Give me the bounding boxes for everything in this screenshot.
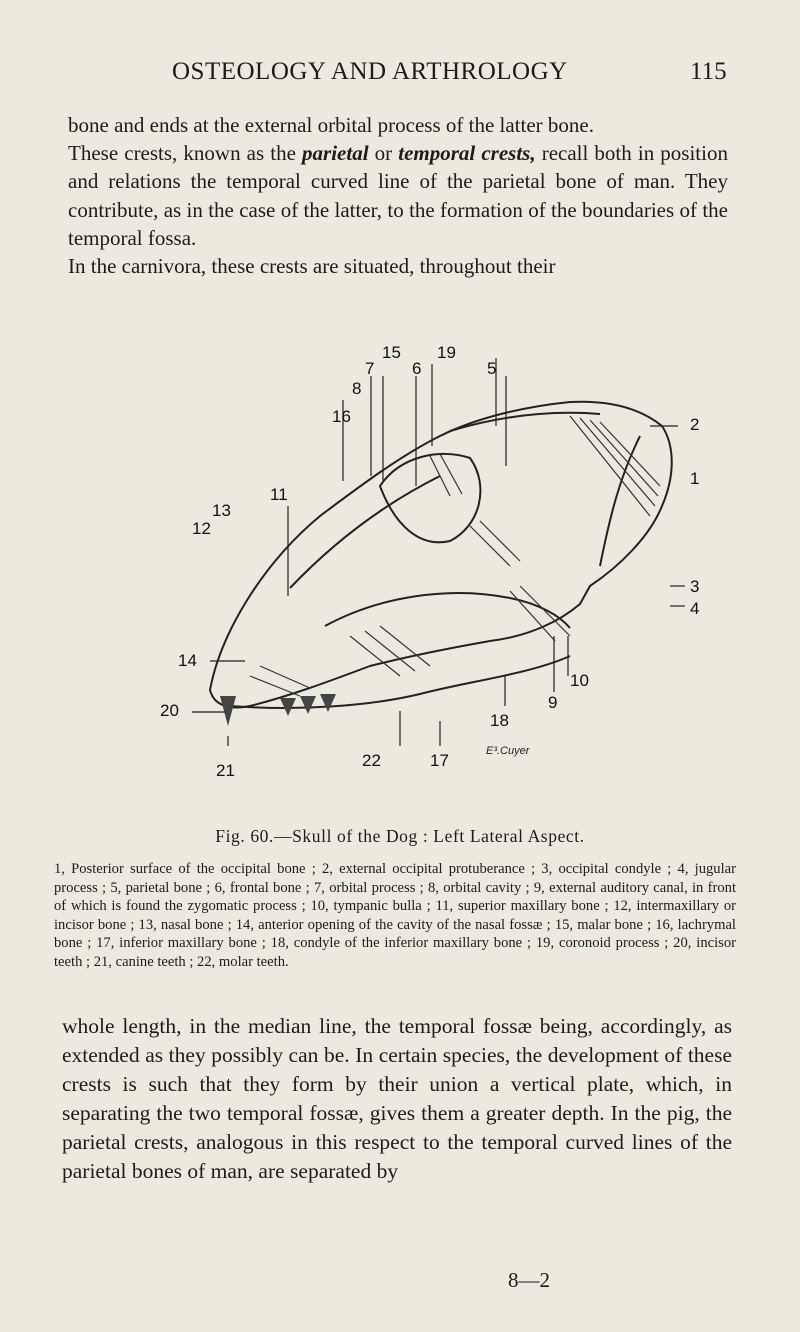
figure-caption: Fig. 60.—Skull of the Dog : Left Lateral Aspect. [215,826,585,846]
paragraph-carnivora: In the carnivora, these crests are situated, throughout their [68,254,556,279]
fig-label-3: 3 [690,577,700,596]
fig-label-16: 16 [332,407,351,426]
paragraph-line: bone and ends at the external orbital process of the latter bone. [68,113,594,137]
printer-signature: 8—2 [508,1268,550,1292]
canine-tooth [220,696,236,726]
fig-label-19: 19 [437,343,456,362]
engraver-signature: E³.Cuyer [486,745,530,757]
paragraph-bottom-text: whole length, in the median line, the temporal fossæ being, accordingly, as extended as they possibly can be. In certain species, the development of these crests is such that they form by their union a vertical plate, which, in separating the two temporal fossæ, gives them a greater depth. In the pig, the parietal crests, analogous in this respect to the temporal curved lines of the parietal bones of man, are separated by [62,1014,732,1183]
page-number: 115 [690,58,727,85]
fig-label-5: 5 [487,359,497,378]
fig-label-18: 18 [490,711,509,730]
fig-label-13: 13 [212,501,231,520]
nasal-line [290,476,440,588]
fig-label-9: 9 [548,693,558,712]
skull-figure [150,336,710,816]
fig-label-22: 22 [362,751,381,770]
fig-label-21: 21 [216,761,235,780]
term-parietal: parietal [302,141,369,166]
fig-label-4: 4 [690,599,700,618]
fig-label-6: 6 [412,359,422,378]
fig-label-11: 11 [270,485,288,504]
molar-tooth [320,694,336,712]
orbit-outline [380,454,480,542]
paragraph-top [68,111,728,280]
molar-tooth [300,696,316,714]
text-run: These crests, known as the [68,141,303,166]
fig-label-20: 20 [160,701,179,720]
figure-legend: 1, Posterior surface of the occipital bone ; 2, external occipital protuberance ; 3, occipital condyle ; 4, jugular process ; 5, parietal bone ; 6, frontal bone ; 7, orbital process ; 8, orbital cavity ; 9, external auditory canal, in front of which is found the zygomatic process ; 10, tympanic bulla ; 11, superior maxillary bone ; 12, intermaxillary or incisor bone ; 13, nasal bone ; 14, anterior opening of the cavity of the nasal fossæ ; 15, malar bone ; 16, lachrymal bone ; 17, inferior maxillary bone ; 18, condyle of the inferior maxillary bone ; 19, coronoid process ; 20, incisor teeth ; 21, canine teeth ; 22, molar teeth. [54,861,736,970]
fig-label-2: 2 [690,415,700,434]
text-run: or [368,141,399,166]
fig-label-8: 8 [352,379,362,398]
paragraph-crests [68,139,728,252]
fig-label-14: 14 [178,651,197,670]
paragraph-bottom [62,1012,732,1186]
fig-label-7: 7 [365,359,375,378]
fig-label-17: 17 [430,751,449,770]
occipital-line [600,436,640,566]
fig-label-12: 12 [192,519,211,538]
text-run: recall both in position and relations the temporal curved line of the parietal bone of man. They contribute, as in the case of the latter, to the formation of the boundaries of the temporal fossa. [68,141,728,250]
page-header [0,58,800,94]
fig-label-15: 15 [382,343,401,362]
fig-label-10: 10 [570,671,589,690]
running-title: OSTEOLOGY AND ARTHROLOGY [172,58,568,85]
zygomatic-arch [325,593,570,628]
fig-label-1: 1 [690,469,700,488]
term-temporal-crests: temporal crests, [398,141,536,166]
